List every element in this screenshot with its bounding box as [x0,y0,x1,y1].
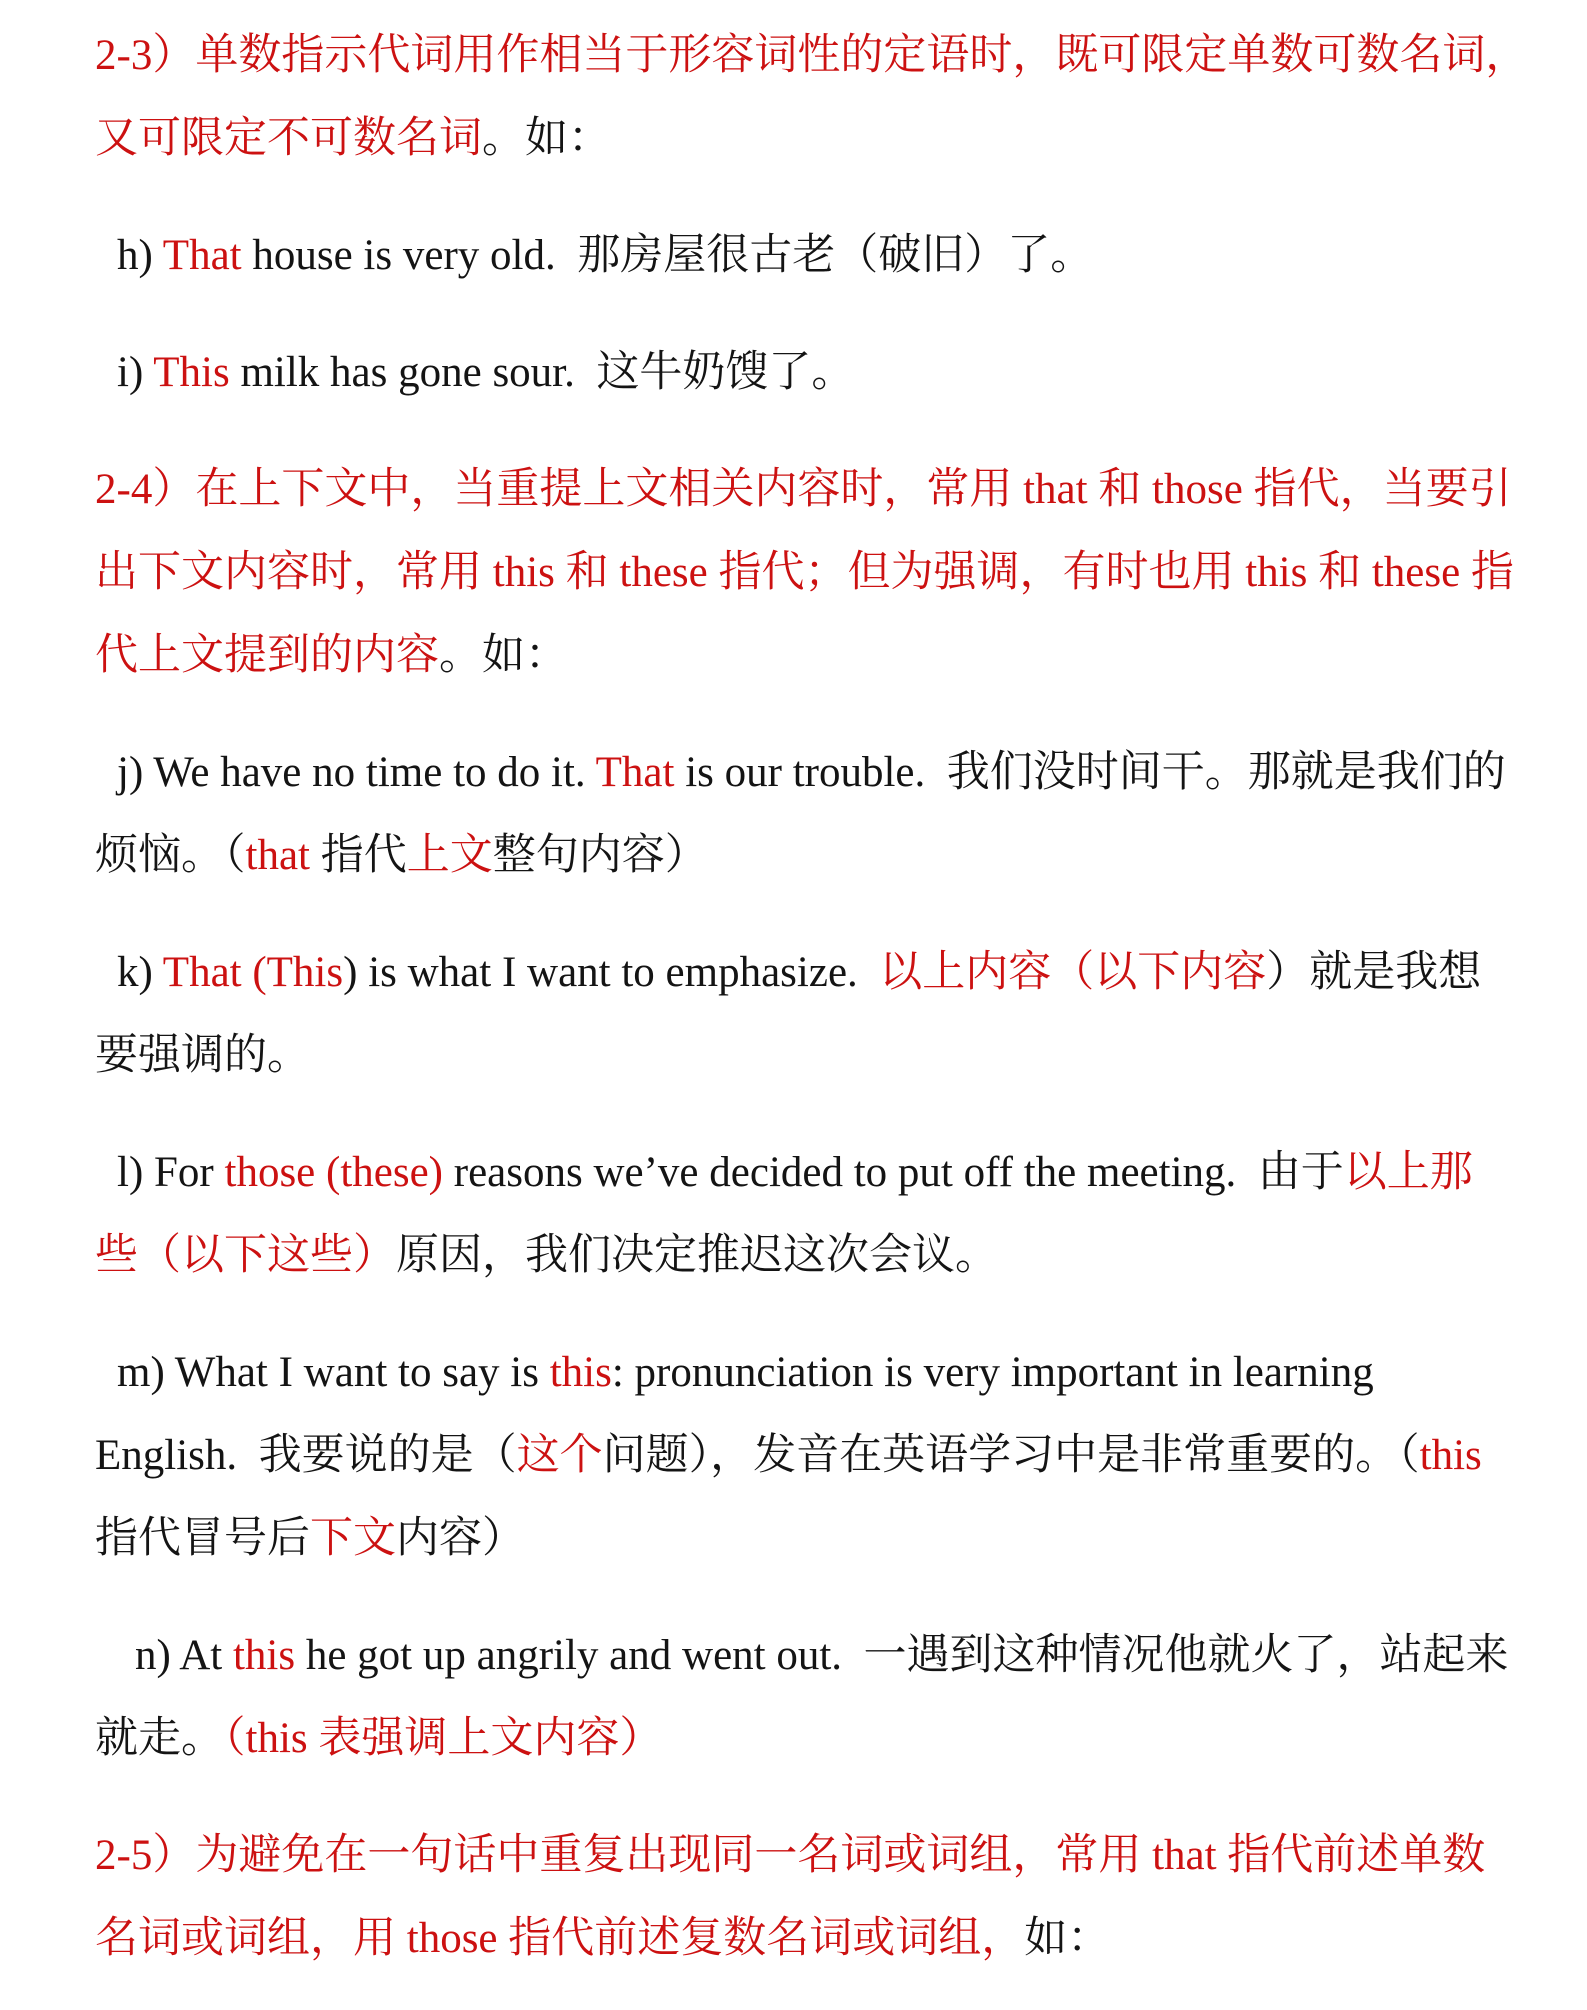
text-run-red: 名词或词组，用 those 指代前述复数名词或词组， [95,1915,1025,1962]
heading-rule-2-5 [95,1814,1547,1980]
document-body [95,14,1547,1980]
text-line [95,1614,1547,1697]
example-j [95,731,1547,897]
text-line [95,814,1547,897]
text-run-black: 烦恼。（ [95,832,246,879]
text-run-red: That [595,749,675,796]
text-run-black: 。如： [482,115,611,162]
text-run-black: 整句内容） [492,832,708,879]
text-run-red: those (these) [224,1149,444,1196]
text-run-red: （this 表强调上文内容） [224,1715,663,1762]
example-h [95,214,1547,297]
text-run-red: 以上内容（以下内容 [879,949,1267,996]
text-run-red: 上文 [406,832,493,879]
text-run-black: 内容） [396,1515,525,1562]
text-line [95,531,1547,614]
text-run-red: 下文 [310,1515,396,1562]
text-line [95,1497,1547,1580]
text-run-red: 出下文内容时，常用 this 和 these 指代；但为强调，有时也用 this 和 these 指 [95,549,1514,596]
text-line [95,97,1547,180]
text-line [95,931,1547,1014]
text-line [95,1131,1547,1214]
text-run-red: 以上那 [1343,1149,1473,1196]
text-run-red: 2-3）单数指示代词用作相当于形容词性的定语时，既可限定单数可数名词， [95,32,1529,79]
text-line [95,1214,1547,1297]
text-run-red: 2-5）为避免在一句话中重复出现同一名词或词组，常用 that 指代前述单数 [95,1832,1486,1879]
text-run-red: 代上文提到的内容 [95,632,439,679]
text-line [95,331,1547,414]
text-run-black: 问题），发音在英语学习中是非常重要的。（ [602,1432,1420,1479]
text-run-black: j) We have no time to do it. [117,749,596,796]
example-l [95,1131,1547,1297]
text-line [95,1014,1547,1097]
text-run-black: 就走。 [95,1715,224,1762]
text-run-black: milk has gone sour. 这牛奶馊了。 [229,349,855,396]
text-line [95,1331,1547,1414]
text-run-black: is our trouble. 我们没时间干。那就是我们的 [674,749,1506,796]
heading-rule-2-4 [95,448,1547,697]
text-run-red: That [162,232,242,279]
text-run-black: l) For [117,1149,225,1196]
example-k [95,931,1547,1097]
text-line [95,614,1547,697]
text-line [95,214,1547,297]
text-run-black: 指代 [309,832,407,879]
heading-rule-2-3 [95,14,1547,180]
text-run-black: i) [117,349,154,396]
text-run-black: 要强调的。 [95,1032,310,1079]
text-run-black: house is very old. 那房屋很古老（破旧）了。 [241,232,1094,279]
text-run-black: ) is what I want to emphasize. [343,949,880,996]
text-run-red: That (This [162,949,344,996]
text-run-black: 如： [1024,1915,1111,1962]
text-run-red: this [232,1632,296,1679]
text-run-black: 原因，我们决定推迟这次会议。 [396,1232,998,1279]
text-run-black: m) What I want to say is [117,1349,550,1396]
text-run-red: this [549,1349,612,1396]
text-run-black: : pronunciation is very important in learning [611,1349,1374,1396]
text-line [95,1814,1547,1897]
text-run-red: 些（以下这些） [95,1232,396,1279]
text-run-black: k) [117,949,163,996]
text-run-red: this [1419,1432,1482,1479]
example-i [95,331,1547,414]
text-run-black: English. 我要说的是（ [95,1432,517,1479]
text-run-red: 又可限定不可数名词 [95,115,482,162]
text-run-black: he got up angrily and went out. 一遇到这种情况他就火了，站起来 [295,1632,1509,1679]
text-run-red: 2-4）在上下文中，当重提上文相关内容时，常用 that 和 those 指代，当要引 [95,466,1512,513]
text-line [95,448,1547,531]
text-line [95,731,1547,814]
example-n [95,1614,1547,1780]
text-run-black: 指代冒号后 [95,1515,310,1562]
text-line [95,14,1547,97]
text-run-black: ）就是我想 [1266,949,1482,996]
text-run-black: reasons we’ve decided to put off the meeting. 由于 [443,1149,1344,1196]
text-run-red: that [245,832,310,879]
example-m [95,1331,1547,1580]
text-line [95,1897,1547,1980]
text-run-black: n) At [135,1632,233,1679]
text-line [95,1414,1547,1497]
text-run-black: 。如： [439,632,568,679]
text-run-red: This [153,349,230,396]
text-line [95,1697,1547,1780]
text-run-red: 这个 [516,1432,603,1479]
text-run-black: h) [117,232,163,279]
